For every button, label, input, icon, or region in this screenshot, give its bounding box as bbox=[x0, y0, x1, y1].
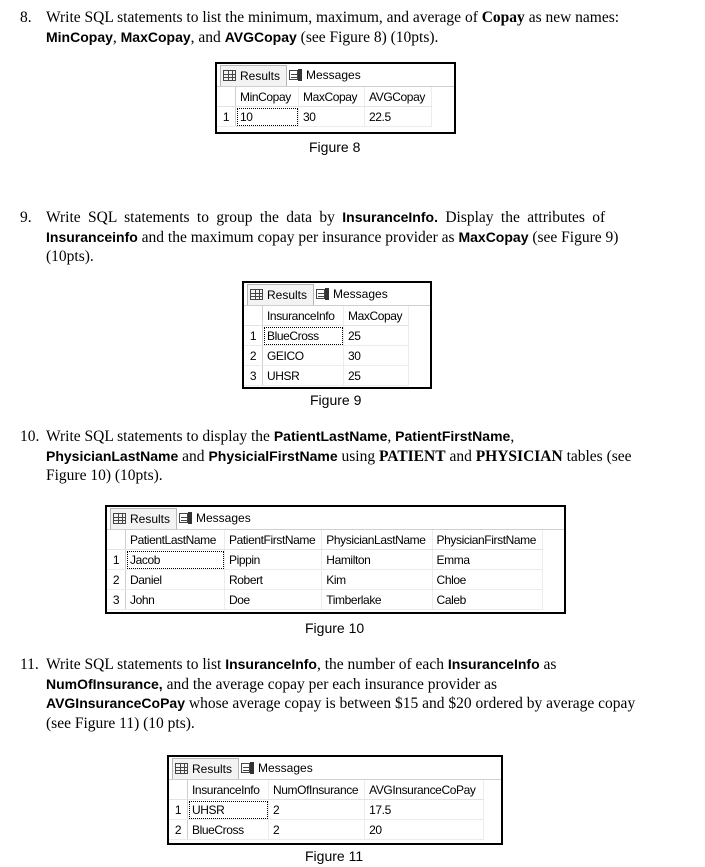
table-row[interactable] bbox=[107, 550, 543, 570]
row-number: 2 bbox=[169, 820, 188, 840]
grid-icon bbox=[250, 289, 263, 300]
text: and bbox=[178, 447, 209, 465]
row-number: 2 bbox=[107, 570, 126, 590]
grid-icon bbox=[113, 513, 126, 524]
table-row[interactable] bbox=[169, 820, 484, 840]
bold-term: PhysicianLastName bbox=[46, 447, 179, 464]
bold-term: AVGInsuranceCoPay bbox=[46, 695, 186, 711]
question-line bbox=[46, 675, 670, 695]
header-row bbox=[244, 306, 409, 326]
table-cell[interactable]: Hamilton bbox=[322, 550, 432, 570]
figure-caption: Figure 8 bbox=[309, 139, 361, 155]
row-number: 1 bbox=[107, 550, 126, 570]
tab-label: Messages bbox=[333, 287, 388, 301]
table-cell[interactable]: Kim bbox=[322, 570, 432, 590]
text: and the average copay per each insurance provider as bbox=[162, 675, 498, 693]
tab-label: Results bbox=[267, 287, 308, 302]
tab-results[interactable] bbox=[220, 65, 287, 86]
results-panel-figure-8 bbox=[215, 62, 456, 134]
question-line bbox=[46, 447, 670, 467]
table-cell[interactable]: 2 bbox=[269, 820, 365, 840]
column-header[interactable]: MaxCopay bbox=[344, 306, 409, 326]
text: as bbox=[539, 656, 557, 673]
table-cell[interactable]: John bbox=[126, 590, 225, 610]
bold-term: PatientLastName bbox=[273, 428, 388, 444]
bold-term: PHYSICIAN bbox=[475, 447, 563, 465]
row-number: 1 bbox=[169, 800, 188, 820]
figure-caption: Figure 9 bbox=[310, 392, 362, 408]
column-header[interactable]: MaxCopay bbox=[299, 87, 365, 107]
results-tabs bbox=[107, 507, 564, 530]
tab-label: Results bbox=[240, 68, 281, 83]
question-line: (10pts). bbox=[46, 248, 94, 265]
tab-label: Messages bbox=[196, 511, 251, 525]
messages-icon bbox=[289, 69, 302, 81]
table-cell[interactable]: UHSR bbox=[263, 366, 344, 386]
bold-term: InsuranceInfo. bbox=[342, 209, 438, 225]
header-row bbox=[217, 87, 432, 107]
text: , bbox=[112, 28, 121, 46]
text: Write SQL statements to list bbox=[46, 656, 226, 673]
row-number-header bbox=[107, 530, 126, 550]
table-row[interactable] bbox=[217, 107, 432, 127]
results-tabs bbox=[169, 757, 501, 780]
results-grid bbox=[217, 87, 432, 127]
column-header[interactable]: MinCopay bbox=[236, 87, 299, 107]
question-line: (see Figure 11) (10 pts). bbox=[46, 714, 195, 732]
row-number: 3 bbox=[244, 366, 263, 386]
text: using bbox=[337, 447, 379, 465]
bold-term: PATIENT bbox=[378, 447, 446, 465]
question-line: Figure 10) (10pts). bbox=[46, 467, 163, 484]
column-header[interactable]: NumOfInsurance bbox=[269, 780, 365, 800]
figure-caption: Figure 10 bbox=[305, 620, 365, 636]
question-line bbox=[46, 655, 670, 675]
bold-term: MaxCopay bbox=[458, 228, 529, 245]
table-cell[interactable]: 10 bbox=[236, 107, 299, 127]
header-row bbox=[169, 780, 484, 800]
results-grid bbox=[107, 530, 543, 610]
column-header[interactable]: InsuranceInfo bbox=[263, 306, 344, 326]
results-panel-figure-9 bbox=[242, 281, 432, 389]
column-header[interactable]: AVGCopay bbox=[365, 87, 432, 107]
table-cell[interactable]: 22.5 bbox=[365, 107, 432, 127]
table-cell[interactable]: Jacob bbox=[126, 550, 225, 570]
question-10 bbox=[20, 427, 670, 486]
text: whose average copay is between $15 and $20 ordered by average copay bbox=[185, 695, 636, 712]
table-cell[interactable]: 25 bbox=[344, 326, 409, 346]
table-cell[interactable]: 30 bbox=[344, 346, 409, 366]
table-row[interactable] bbox=[169, 800, 484, 820]
question-number: 9. bbox=[20, 209, 32, 226]
tab-results[interactable] bbox=[172, 758, 239, 779]
question-11 bbox=[20, 655, 670, 733]
text: Display the attributes of bbox=[437, 209, 606, 226]
text: Write SQL statements to list the minimum, maximum, and average of bbox=[46, 9, 482, 26]
question-line bbox=[46, 8, 660, 28]
text: as new names: bbox=[524, 9, 620, 26]
table-cell[interactable]: BlueCross bbox=[188, 820, 269, 840]
table-cell[interactable]: UHSR bbox=[188, 800, 269, 820]
table-cell[interactable]: Emma bbox=[432, 550, 543, 570]
bold-term: PhysicialFirstName bbox=[208, 447, 338, 464]
question-number: 11. bbox=[20, 656, 39, 673]
question-line bbox=[46, 208, 648, 228]
column-header[interactable]: AVGInsuranceCoPay bbox=[365, 780, 484, 800]
table-cell[interactable]: Doe bbox=[225, 590, 322, 610]
question-line bbox=[46, 28, 660, 48]
table-cell[interactable]: Caleb bbox=[432, 590, 543, 610]
results-tabs bbox=[244, 283, 430, 306]
tab-results[interactable] bbox=[247, 284, 314, 305]
messages-icon bbox=[179, 512, 192, 524]
table-row[interactable] bbox=[244, 326, 409, 346]
text: , bbox=[510, 428, 515, 445]
table-cell[interactable]: 20 bbox=[365, 820, 484, 840]
question-line bbox=[46, 694, 670, 714]
grid-icon bbox=[175, 763, 188, 774]
row-number-header bbox=[244, 306, 263, 326]
header-row bbox=[107, 530, 543, 550]
messages-icon bbox=[316, 288, 329, 300]
tab-messages[interactable] bbox=[177, 508, 257, 528]
question-8 bbox=[20, 8, 660, 47]
bold-term: MaxCopay bbox=[120, 28, 191, 45]
question-line bbox=[46, 228, 648, 248]
tab-label: Messages bbox=[306, 68, 361, 82]
text: (see Figure 9) bbox=[528, 228, 619, 246]
results-grid bbox=[244, 306, 409, 386]
tab-messages[interactable] bbox=[287, 65, 367, 85]
question-number: 8. bbox=[20, 9, 32, 26]
table-row[interactable] bbox=[244, 346, 409, 366]
table-cell[interactable]: 17.5 bbox=[365, 800, 484, 820]
table-cell[interactable]: GEICO bbox=[263, 346, 344, 366]
messages-icon bbox=[241, 762, 254, 774]
table-cell[interactable]: BlueCross bbox=[263, 326, 344, 346]
table-cell[interactable]: 30 bbox=[299, 107, 365, 127]
grid-icon bbox=[223, 70, 236, 81]
table-cell[interactable]: Robert bbox=[225, 570, 322, 590]
results-panel-figure-10 bbox=[105, 505, 566, 614]
table-row[interactable] bbox=[107, 570, 543, 590]
text: Write SQL statements to display the bbox=[46, 428, 274, 445]
text: and the maximum copay per insurance provider as bbox=[137, 228, 459, 246]
row-number: 1 bbox=[244, 326, 263, 346]
text: (see Figure 8) (10pts). bbox=[296, 28, 439, 46]
bold-term: Copay bbox=[481, 9, 525, 26]
column-header[interactable]: PatientLastName bbox=[126, 530, 225, 550]
column-header[interactable]: PhysicianFirstName bbox=[432, 530, 543, 550]
row-number-header bbox=[169, 780, 188, 800]
bold-term: AVGCopay bbox=[224, 28, 297, 45]
row-number: 3 bbox=[107, 590, 126, 610]
column-header[interactable]: PatientFirstName bbox=[225, 530, 322, 550]
question-number: 10. bbox=[20, 428, 40, 445]
results-grid bbox=[169, 780, 484, 840]
question-line bbox=[46, 427, 670, 447]
bold-term: MinCopay bbox=[46, 28, 113, 45]
table-cell[interactable]: Pippin bbox=[225, 550, 322, 570]
table-cell[interactable]: Daniel bbox=[126, 570, 225, 590]
column-header[interactable]: InsuranceInfo bbox=[188, 780, 269, 800]
question-9 bbox=[20, 208, 648, 267]
tab-label: Results bbox=[192, 761, 233, 776]
results-panel-figure-11 bbox=[167, 755, 503, 845]
text: , and bbox=[190, 28, 225, 46]
table-cell[interactable]: 25 bbox=[344, 366, 409, 386]
text: , the number of each bbox=[316, 656, 448, 673]
tab-results[interactable] bbox=[110, 508, 177, 529]
table-cell[interactable]: Chloe bbox=[432, 570, 543, 590]
row-number: 2 bbox=[244, 346, 263, 366]
tab-messages[interactable] bbox=[239, 758, 319, 778]
bold-term: NumOfInsurance, bbox=[46, 675, 163, 692]
tab-label: Results bbox=[130, 511, 171, 526]
table-row[interactable] bbox=[244, 366, 409, 386]
results-tabs bbox=[217, 64, 454, 87]
figure-caption: Figure 11 bbox=[305, 848, 364, 864]
row-number: 1 bbox=[217, 107, 236, 127]
text: , bbox=[387, 428, 396, 445]
bold-term: PatientFirstName bbox=[395, 428, 511, 444]
row-number-header bbox=[217, 87, 236, 107]
table-cell[interactable]: 2 bbox=[269, 800, 365, 820]
table-cell[interactable]: Timberlake bbox=[322, 590, 432, 610]
table-row[interactable] bbox=[107, 590, 543, 610]
tab-messages[interactable] bbox=[314, 284, 394, 304]
text: tables (see bbox=[562, 447, 632, 465]
column-header[interactable]: PhysicianLastName bbox=[322, 530, 432, 550]
bold-term: Insuranceinfo bbox=[46, 228, 138, 245]
bold-term: InsuranceInfo bbox=[447, 656, 540, 672]
tab-label: Messages bbox=[258, 761, 313, 775]
text: Write SQL statements to group the data by bbox=[46, 209, 343, 226]
text: and bbox=[445, 447, 476, 465]
bold-term: InsuranceInfo bbox=[225, 656, 317, 672]
